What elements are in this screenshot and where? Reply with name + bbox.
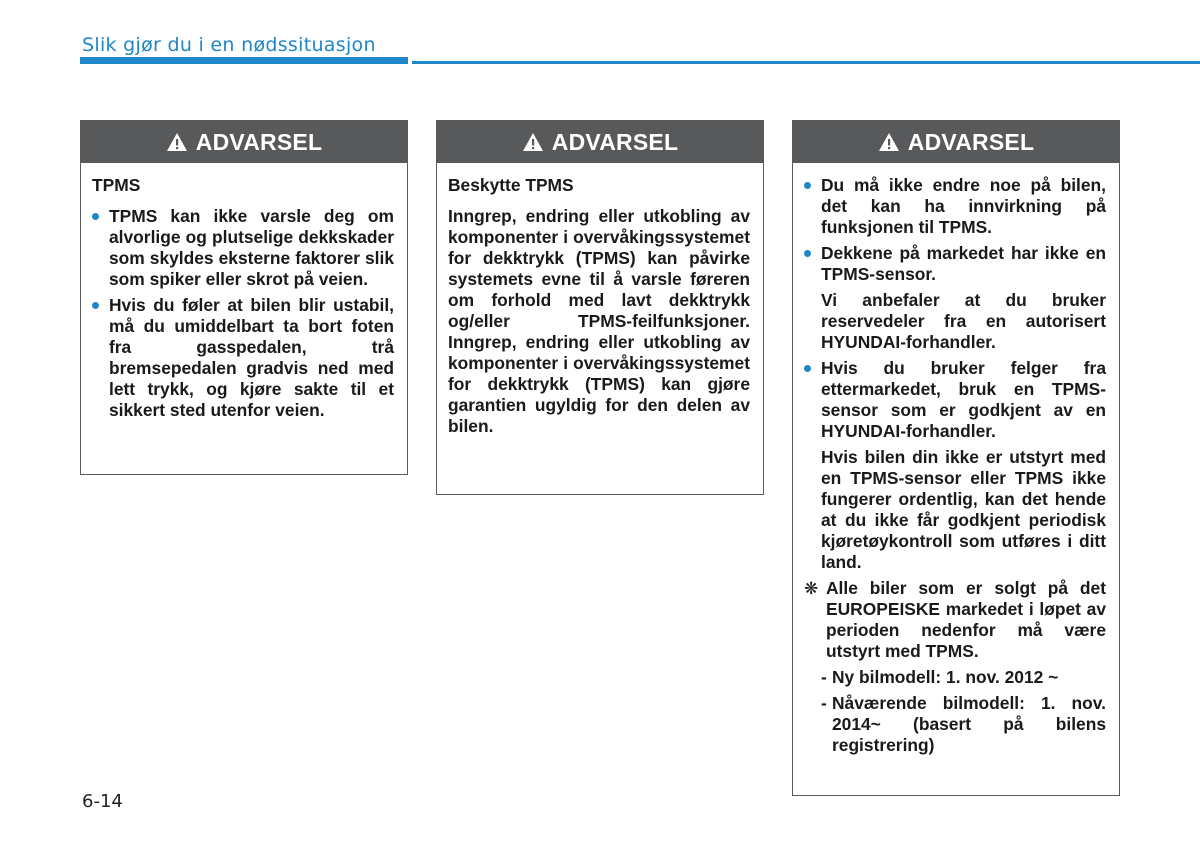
list-item-paragraph: Hvis bilen din ikke er utstyrt med en TPMS-sensor eller TPMS ikke fungerer ordentlig, kan det hende at du ikke får godkjent periodisk kjøretøykontroll som utføres i ditt land. xyxy=(821,447,1106,572)
dash-item xyxy=(804,667,1106,688)
dash-marker: - xyxy=(821,693,827,713)
warning-box-protect-tpms xyxy=(436,120,764,495)
bullet-icon xyxy=(804,365,811,372)
warning-body xyxy=(81,163,407,436)
warning-box-tpms xyxy=(80,120,408,475)
list-item-text: Hvis du bruker felger fra ettermarkedet, bruk en TPMS-sensor som er godkjent av en HYUNDAI-forhandler. xyxy=(821,358,1106,441)
list-item xyxy=(804,243,1106,285)
dash-item xyxy=(804,693,1106,756)
list-item xyxy=(92,206,394,290)
warning-triangle-icon xyxy=(522,132,544,152)
warning-body xyxy=(437,163,763,447)
dash-marker: - xyxy=(821,667,827,687)
warning-subheading: Beskytte TPMS xyxy=(448,175,574,195)
header-rule-thick xyxy=(80,57,408,64)
warning-triangle-icon xyxy=(166,132,188,152)
dash-item-text: Ny bilmodell: 1. nov. 2012 ~ xyxy=(832,667,1059,687)
warning-heading: ADVARSEL xyxy=(907,128,1035,155)
note-text: Alle biler som er solgt på det EUROPEISKE markedet i løpet av perioden nedenfor må være utstyrt med TPMS. xyxy=(826,578,1106,661)
warning-header xyxy=(793,121,1119,163)
list-item-text: Du må ikke endre noe på bilen, det kan ha innvirkning på funksjonen til TPMS. xyxy=(821,175,1106,237)
list-item-text: TPMS kan ikke varsle deg om alvorlige og plutselige dekkskader som skyldes eksterne faktorer slik som spiker eller skrot på veien. xyxy=(109,206,394,289)
warning-subheading: TPMS xyxy=(92,175,141,195)
list-item-text: Dekkene på markedet har ikke en TPMS-sensor. xyxy=(821,243,1106,284)
warning-box-tpms-parts xyxy=(792,120,1120,796)
list-item-text: Hvis du føler at bilen blir ustabil, må du umiddelbart ta bort foten fra gasspedalen, trå bremsepedalen gradvis ned med lett trykk, og kjøre sakte til et sikkert sted utenfor veien. xyxy=(109,295,394,420)
list-item xyxy=(804,175,1106,238)
warning-paragraph: Inngrep, endring eller utkobling av komponenter i overvåkingssystemet for dekktrykk (TPMS) kan påvirke systemets evne til å varsle føreren om forhold med lavt dekktrykk og/eller TPMS-feilfunksjoner. Inngrep, endring eller utkobling av komponenter i overvåkingssystemet for dekktrykk (TPMS) kan gjøre garantien ugyldig for den delen av bilen. xyxy=(448,206,750,436)
section-title: Slik gjør du i en nødssituasjon xyxy=(82,34,376,56)
warning-header xyxy=(81,121,407,163)
dash-item-text: Nåværende bilmodell: 1. nov. 2014~ (basert på bilens registrering) xyxy=(832,693,1106,755)
asterisk-icon: ❋ xyxy=(804,579,819,598)
bullet-icon xyxy=(92,302,99,309)
header-rule-thin xyxy=(412,61,1200,64)
bullet-icon xyxy=(804,182,811,189)
warning-body xyxy=(793,163,1119,771)
note-item xyxy=(804,578,1106,662)
list-item xyxy=(804,358,1106,442)
bullet-icon xyxy=(804,250,811,257)
page-number: 6-14 xyxy=(82,791,123,812)
list-item xyxy=(92,295,394,421)
warning-heading: ADVARSEL xyxy=(551,128,679,155)
bullet-icon xyxy=(92,213,99,220)
warning-heading: ADVARSEL xyxy=(195,128,323,155)
warning-header xyxy=(437,121,763,163)
list-item-paragraph: Vi anbefaler at du bruker reservedeler fra en autorisert HYUNDAI-forhandler. xyxy=(821,290,1106,352)
warning-triangle-icon xyxy=(878,132,900,152)
